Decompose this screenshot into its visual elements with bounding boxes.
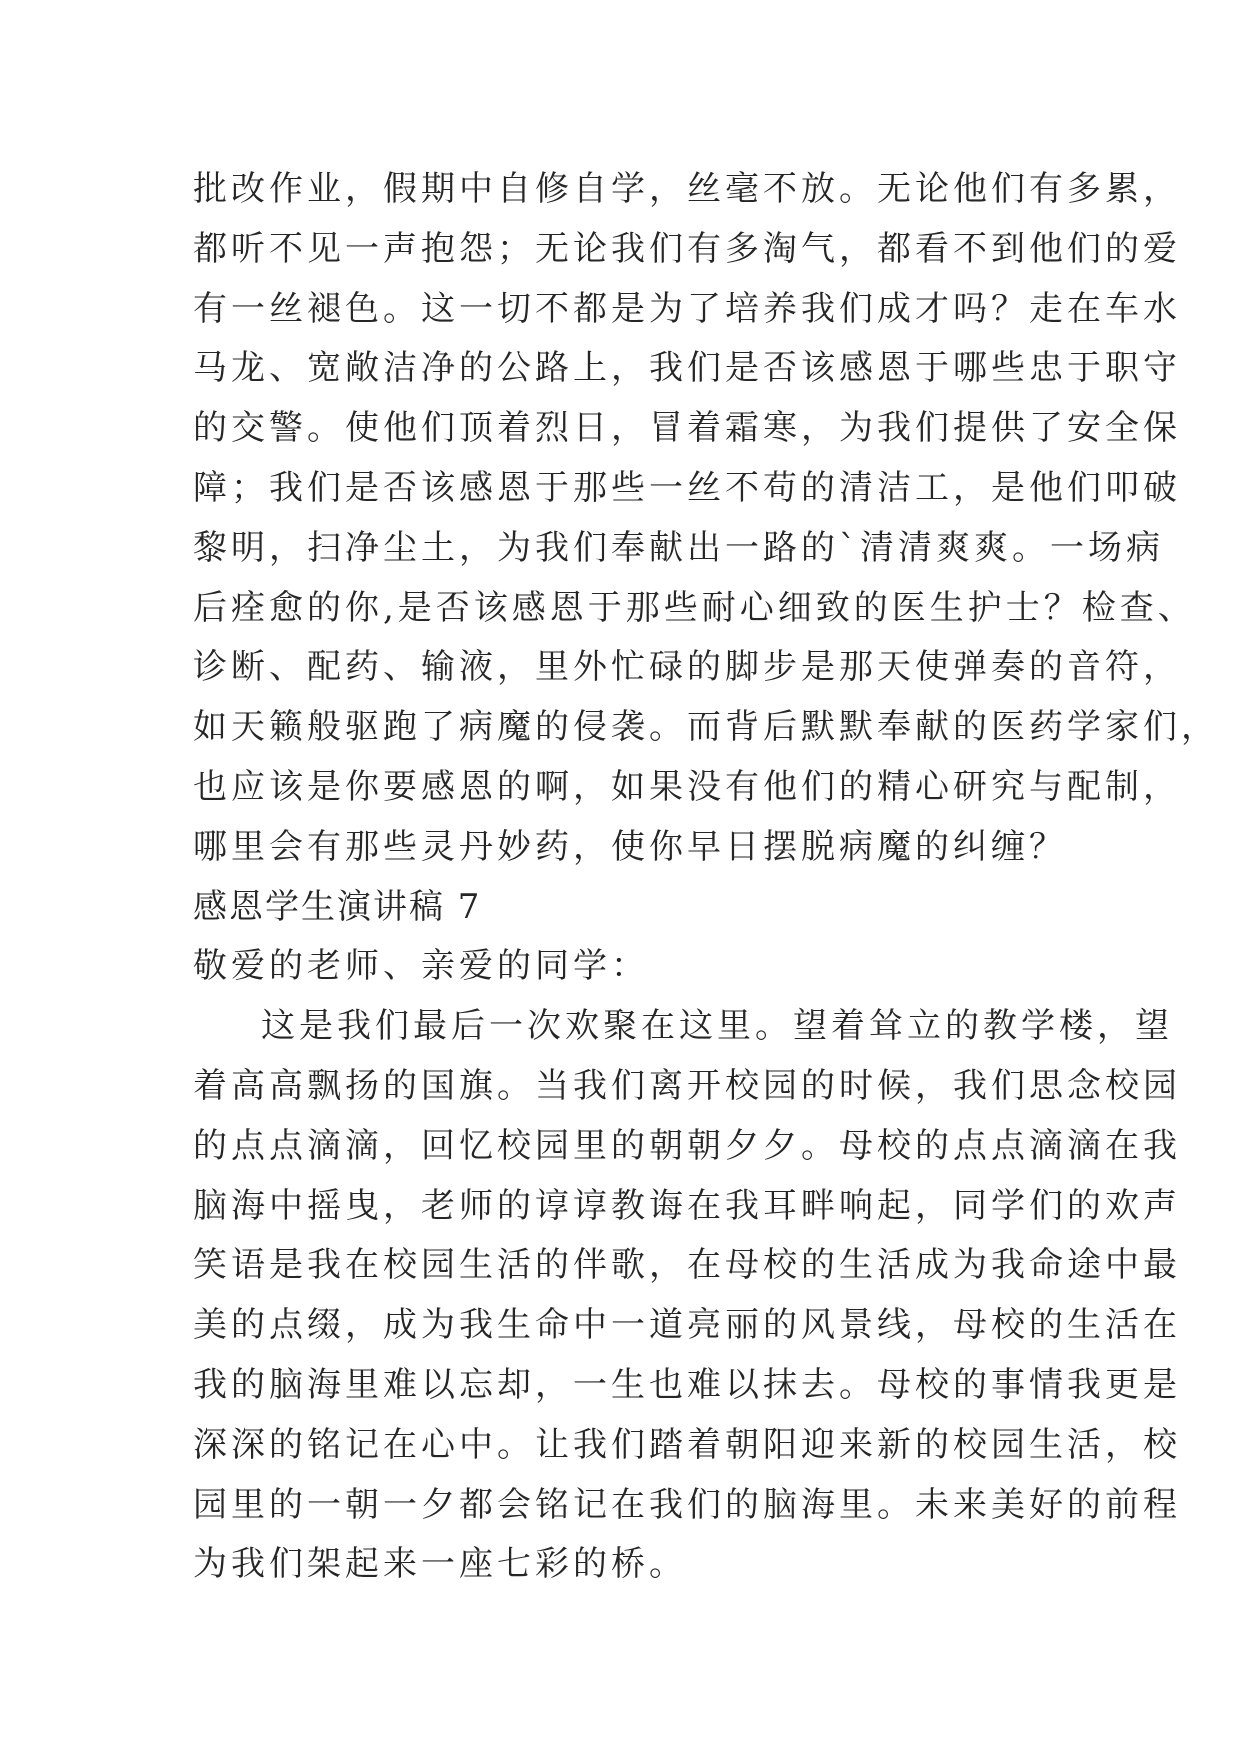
section-heading: 感恩学生演讲稿 7 <box>193 886 482 927</box>
paragraph-2-line: 我的脑海里难以忘却，一生也难以抹去。母校的事情我更是 <box>193 1364 1181 1405</box>
paragraph-1-line: 障；我们是否该感恩于那些一丝不苟的清洁工，是他们叩破 <box>193 467 1181 508</box>
paragraph-1-line: 有一丝褪色。这一切不都是为了培养我们成才吗？走在车水 <box>193 288 1181 329</box>
paragraph-2-line: 的点点滴滴，回忆校园里的朝朝夕夕。母校的点点滴滴在我 <box>193 1125 1181 1166</box>
document-body <box>193 160 1219 1595</box>
paragraph-1-line: 黎明，扫净尘土，为我们奉献出一路的`清清爽爽。一场病 <box>193 527 1164 568</box>
paragraph-2-line: 深深的铭记在心中。让我们踏着朝阳迎来新的校园生活，校 <box>193 1424 1181 1465</box>
paragraph-2-line: 园里的一朝一夕都会铭记在我们的脑海里。未来美好的前程 <box>193 1484 1181 1525</box>
paragraph-2-line: 着高高飘扬的国旗。当我们离开校园的时候，我们思念校园 <box>193 1065 1181 1106</box>
paragraph-1-line: 都听不见一声抱怨；无论我们有多淘气，都看不到他们的爱 <box>193 228 1181 269</box>
paragraph-1-line: 也应该是你要感恩的啊，如果没有他们的精心研究与配制， <box>193 766 1181 807</box>
paragraph-2-line: 笑语是我在校园生活的伴歌，在母校的生活成为我命途中最 <box>193 1245 1181 1286</box>
paragraph-1-line: 诊断、配药、输液，里外忙碌的脚步是那天使弹奏的音符， <box>193 647 1181 688</box>
paragraph-2-line: 这是我们最后一次欢聚在这里。望着耸立的教学楼，望 <box>261 1006 1173 1047</box>
salutation: 敬爱的老师、亲爱的同学： <box>193 946 649 987</box>
paragraph-2-line: 为我们架起来一座七彩的桥。 <box>193 1544 687 1585</box>
paragraph-2-line: 脑海中摇曳，老师的谆谆教诲在我耳畔响起，同学们的欢声 <box>193 1185 1181 1226</box>
paragraph-1-line: 批改作业，假期中自修自学，丝毫不放。无论他们有多累， <box>193 169 1181 209</box>
paragraph-2-line: 美的点缀，成为我生命中一道亮丽的风景线，母校的生活在 <box>193 1305 1181 1346</box>
paragraph-1-line: 哪里会有那些灵丹妙药，使你早日摆脱病魔的纠缠？ <box>193 826 1067 867</box>
paragraph-1-line: 如天籁般驱跑了病魔的侵袭。而背后默默奉献的医药学家们， <box>193 707 1219 748</box>
paragraph-1-line: 马龙、宽敞洁净的公路上，我们是否该感恩于哪些忠于职守 <box>193 348 1181 389</box>
paragraph-1-line: 的交警。使他们顶着烈日，冒着霜寒，为我们提供了安全保 <box>193 408 1181 449</box>
paragraph-1-line: 后痊愈的你,是否该感恩于那些耐心细致的医生护士？检查、 <box>193 587 1196 628</box>
